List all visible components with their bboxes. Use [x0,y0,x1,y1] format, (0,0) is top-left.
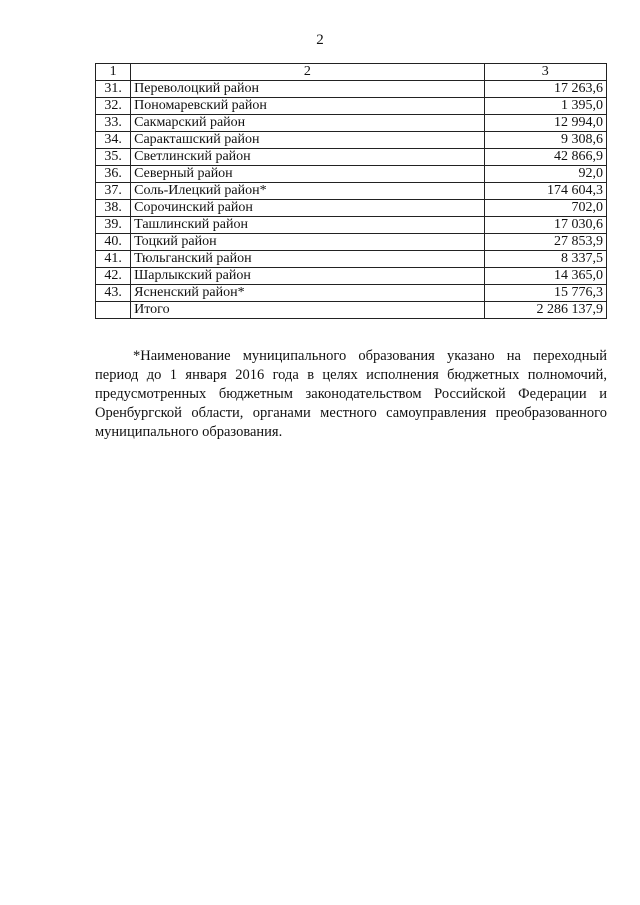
table-row [96,285,607,302]
column-header-number: 1 [96,64,131,81]
table-header-row [96,64,607,81]
district-name: Сакмарский район [131,115,484,132]
district-name: Ташлинский район [131,217,484,234]
row-number: 37. [96,183,131,200]
amount-value: 17 263,6 [484,81,607,98]
table-row [96,98,607,115]
row-number: 38. [96,200,131,217]
row-number: 40. [96,234,131,251]
row-number: 35. [96,149,131,166]
amount-value: 8 337,5 [484,251,607,268]
footnote [95,347,607,442]
table-row [96,183,607,200]
district-name: Саракташский район [131,132,484,149]
district-name: Ясненский район* [131,285,484,302]
district-name: Тюльганский район [131,251,484,268]
district-name: Пономаревский район [131,98,484,115]
footnote-text: *Наименование муниципального образования указано на переходный период до 1 января 2016 года в целях исполнения бюджетных полномочий, предусмотренных бюджетным законодательством Российской Федерации и Оренбургской области, органами местного самоуправления преобразованного муниципального образования. [95,348,607,440]
amount-value: 17 030,6 [484,217,607,234]
amount-value: 14 365,0 [484,268,607,285]
row-number: 31. [96,81,131,98]
amount-value: 174 604,3 [484,183,607,200]
amount-value: 1 395,0 [484,98,607,115]
district-name: Соль-Илецкий район* [131,183,484,200]
column-header-name: 2 [131,64,484,81]
page-number: 2 [316,32,324,48]
district-name: Переволоцкий район [131,81,484,98]
row-number: 42. [96,268,131,285]
total-value: 2 286 137,9 [484,302,607,319]
district-name: Сорочинский район [131,200,484,217]
row-number: 43. [96,285,131,302]
table-row [96,268,607,285]
total-number [96,302,131,319]
total-row [96,302,607,319]
district-name: Тоцкий район [131,234,484,251]
row-number: 36. [96,166,131,183]
table-row [96,149,607,166]
amount-value: 12 994,0 [484,115,607,132]
amount-value: 42 866,9 [484,149,607,166]
table-row [96,251,607,268]
row-number: 32. [96,98,131,115]
column-header-value: 3 [484,64,607,81]
table-row [96,217,607,234]
total-label: Итого [131,302,484,319]
table-row [96,115,607,132]
amount-value: 9 308,6 [484,132,607,149]
table-row [96,234,607,251]
table-row [96,132,607,149]
budget-table [95,63,607,319]
row-number: 41. [96,251,131,268]
row-number: 39. [96,217,131,234]
amount-value: 702,0 [484,200,607,217]
table-row [96,200,607,217]
amount-value: 15 776,3 [484,285,607,302]
district-name: Северный район [131,166,484,183]
row-number: 34. [96,132,131,149]
district-name: Шарлыкский район [131,268,484,285]
amount-value: 92,0 [484,166,607,183]
table-row [96,166,607,183]
row-number: 33. [96,115,131,132]
district-name: Светлинский район [131,149,484,166]
amount-value: 27 853,9 [484,234,607,251]
table-row [96,81,607,98]
